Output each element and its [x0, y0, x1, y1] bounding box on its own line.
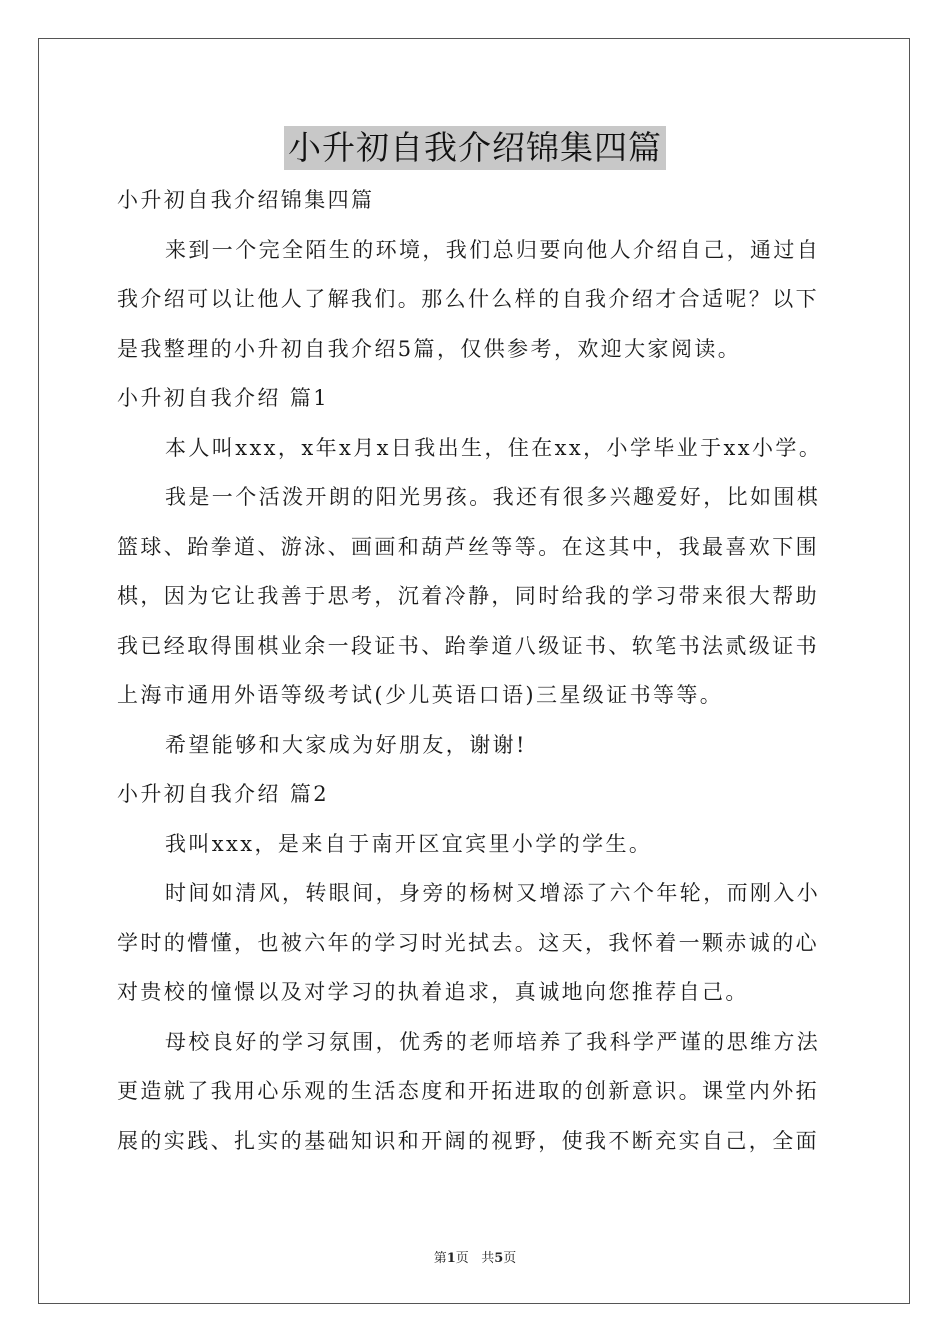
footer-page-prefix: 第 — [433, 1251, 447, 1266]
text-line: 希望能够和大家成为好朋友，谢谢! — [165, 732, 527, 757]
footer-page-suffix: 页 — [455, 1251, 469, 1266]
text-line: 时间如清风，转眼间，身旁的杨树又增添了六个年轮，而刚入小 — [165, 881, 821, 905]
footer-page-number: 1 — [446, 1251, 456, 1266]
text-line: 母校良好的学习氛围，优秀的老师培养了我科学严谨的思维方法 — [165, 1029, 821, 1054]
text-line: 来到一个完全陌生的环境，我们总归要向他人介绍自己，通过自 — [165, 237, 821, 262]
text-line: 对贵校的憧憬以及对学习的执着追求，真诚地向您推荐自己。 — [117, 980, 749, 1004]
text-line: 棋，因为它让我善于思考，沉着冷静，同时给我的学习带来很大帮助 — [117, 584, 819, 608]
text-line: 更造就了我用心乐观的生活态度和开拓进取的创新意识。课堂内外拓 — [117, 1079, 819, 1103]
text-line: 展的实践、扎实的基础知识和开阔的视野，使我不断充实自己，全面 — [117, 1128, 819, 1153]
footer-total-prefix: 共 — [481, 1251, 495, 1266]
document-title: 小升初自我介绍锦集四篇 — [284, 126, 666, 170]
footer-total-suffix: 页 — [503, 1251, 517, 1266]
text-line: 我叫xxx，是来自于南开区宜宾里小学的学生。 — [165, 831, 653, 856]
text-line: 篮球、跆拳道、游泳、画画和葫芦丝等等。在这其中，我最喜欢下围 — [117, 534, 819, 559]
document-body — [117, 178, 837, 1168]
footer-total-pages: 5 — [494, 1251, 504, 1266]
text-line: 学时的懵懂，也被六年的学习时光拭去。这天，我怀着一颗赤诚的心 — [117, 930, 819, 955]
text-line: 是我整理的小升初自我介绍5篇，仅供参考，欢迎大家阅读。 — [117, 336, 742, 361]
page-footer — [0, 1247, 950, 1266]
text-line: 本人叫xxx，x年x月x日我出生，住在xx，小学毕业于xx小学。 — [165, 435, 823, 460]
text-line: 我已经取得围棋业余一段证书、跆拳道八级证书、软笔书法贰级证书 — [117, 633, 819, 658]
text-line: 我是一个活泼开朗的阳光男孩。我还有很多兴趣爱好，比如围棋 — [165, 485, 821, 509]
text-line: 小升初自我介绍 篇2 — [117, 782, 330, 806]
title-wrap — [0, 126, 950, 170]
text-line: 我介绍可以让他人了解我们。那么什么样的自我介绍才合适呢？以下 — [117, 287, 819, 311]
text-line: 上海市通用外语等级考试(少儿英语口语)三星级证书等等。 — [117, 683, 724, 707]
text-line: 小升初自我介绍锦集四篇 — [117, 188, 375, 212]
text-line: 小升初自我介绍 篇1 — [117, 386, 330, 410]
